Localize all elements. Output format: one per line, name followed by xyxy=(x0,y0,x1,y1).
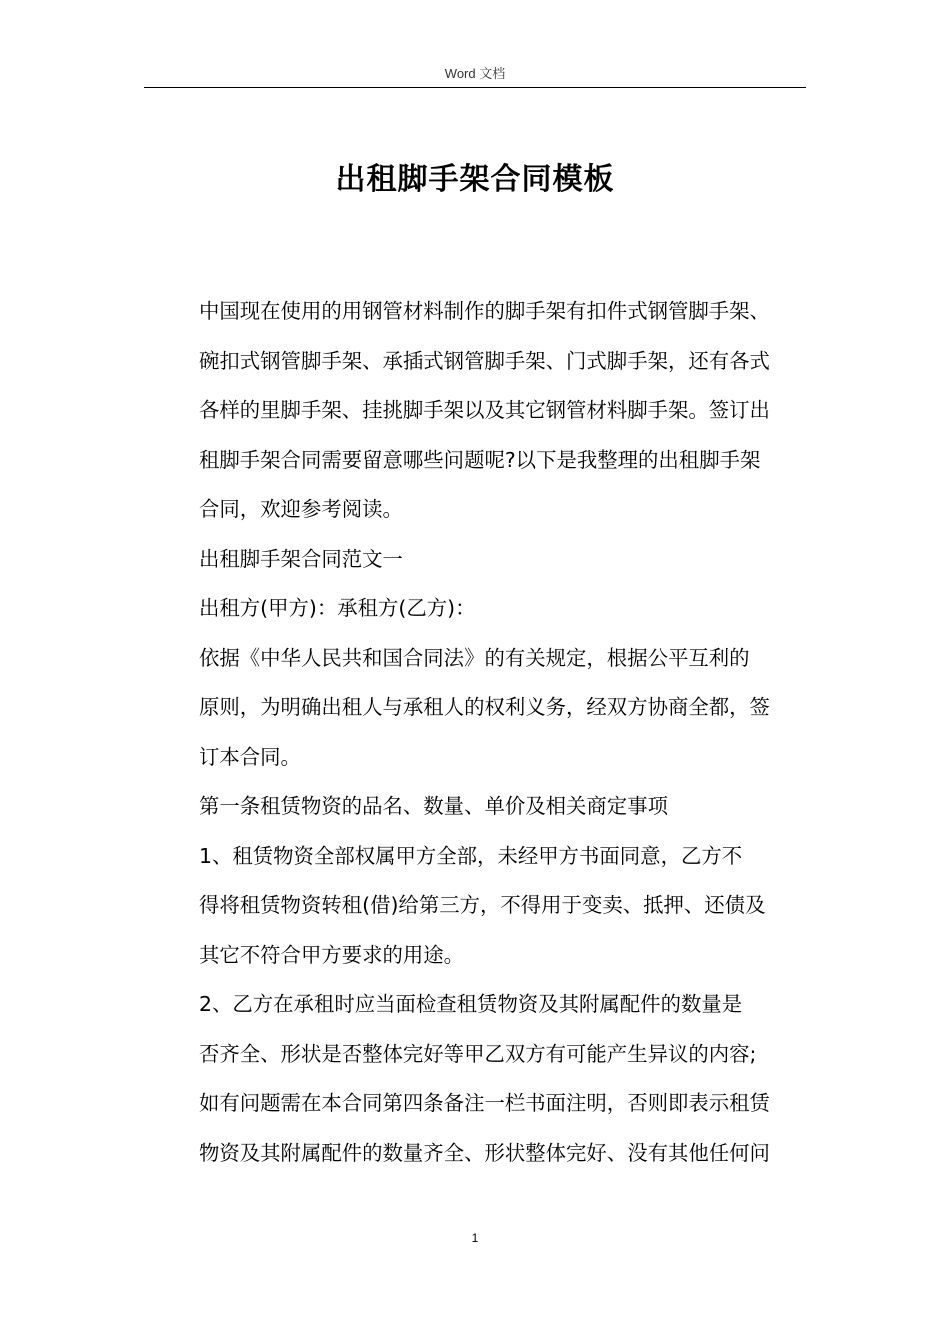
text-line: 1、租赁物资全部权属甲方全部，未经甲方书面同意，乙方不 xyxy=(199,843,743,868)
page-header: Word 文档 xyxy=(444,66,506,81)
page-number: 1 xyxy=(471,1231,479,1245)
text-line: 出租脚手架合同范文一 xyxy=(199,546,403,571)
text-line: 其它不符合甲方要求的用途。 xyxy=(199,942,465,967)
text-line: 原则，为明确出租人与承租人的权利义务，经双方协商全都，签 xyxy=(199,695,770,719)
text-line: 订本合同。 xyxy=(199,744,301,769)
text-line: 如有问题需在本合同第四条备注一栏书面注明，否则即表示租赁 xyxy=(199,1091,770,1115)
text-line: 物资及其附属配件的数量齐全、形状整体完好、没有其他任何问 xyxy=(199,1140,770,1165)
text-line: 碗扣式钢管脚手架、承插式钢管脚手架、门式脚手架，还有各式 xyxy=(199,348,770,373)
paragraph xyxy=(178,832,818,981)
text-line: 租脚手架合同需要留意哪些问题呢?以下是我整理的出租脚手架 xyxy=(199,447,761,472)
text-line: 得将租赁物资转租(借)给第三方，不得用于变卖、抵押、还债及 xyxy=(199,893,766,917)
text-line: 否齐全、形状是否整体完好等甲乙双方有可能产生异议的内容; xyxy=(199,1041,757,1066)
paragraph xyxy=(178,535,818,585)
text-line: 各样的里脚手架、挂挑脚手架以及其它钢管材料脚手架。签订出 xyxy=(199,398,770,422)
paragraph xyxy=(178,782,818,832)
paragraph xyxy=(178,634,818,783)
header-divider xyxy=(144,87,806,88)
document-title: 出租脚手架合同模板 xyxy=(335,162,615,197)
paragraph xyxy=(178,287,818,535)
text-line: 第一条租赁物资的品名、数量、单价及相关商定事项 xyxy=(199,794,668,818)
text-line: 2、乙方在承租时应当面检查租赁物资及其附属配件的数量是 xyxy=(199,992,743,1016)
text-line: 中国现在使用的用钢管材料制作的脚手架有扣件式钢管脚手架、 xyxy=(199,299,770,323)
text-line: 合同，欢迎参考阅读。 xyxy=(199,497,403,521)
paragraph xyxy=(178,980,818,1178)
paragraph xyxy=(178,584,818,634)
document-body xyxy=(178,287,818,1178)
text-line: 依据《中华人民共和国合同法》的有关规定，根据公平互利的 xyxy=(199,645,750,670)
text-line: 出租方(甲方)：承租方(乙方)： xyxy=(199,596,476,620)
